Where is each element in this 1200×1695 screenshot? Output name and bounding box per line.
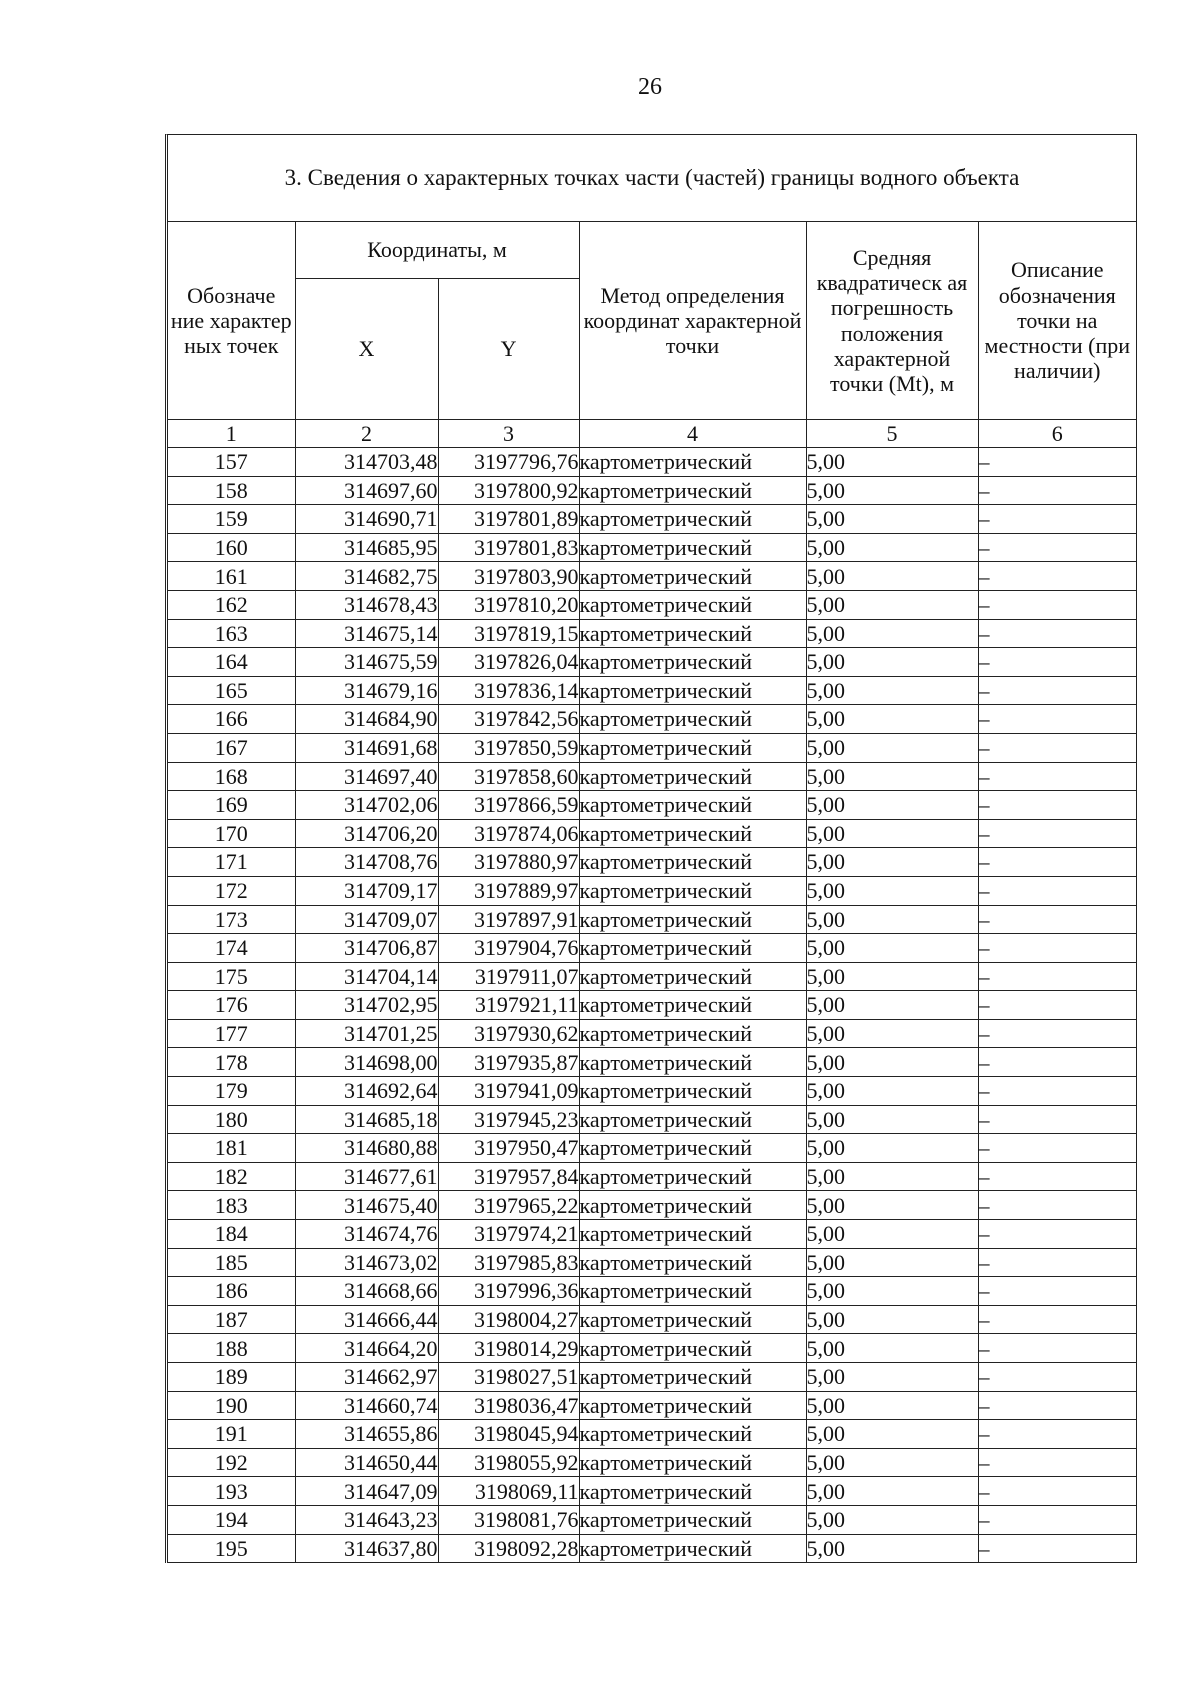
table-body <box>168 448 1136 1563</box>
header-x: X <box>295 279 438 420</box>
description-cell: – <box>978 619 1136 648</box>
error-cell: 5,00 <box>806 1363 978 1392</box>
method-cell: картометрический <box>579 448 806 477</box>
point-number-cell: 182 <box>168 1162 295 1191</box>
y-coordinate-cell: 3197842,56 <box>438 705 579 734</box>
header-method: Метод определения координат характерной точки <box>579 222 806 420</box>
description-cell: – <box>978 1477 1136 1506</box>
description-cell: – <box>978 1048 1136 1077</box>
x-coordinate-cell: 314674,76 <box>295 1220 438 1249</box>
x-coordinate-cell: 314702,06 <box>295 791 438 820</box>
table-row <box>168 1134 1136 1163</box>
point-number-cell: 165 <box>168 676 295 705</box>
error-cell: 5,00 <box>806 1391 978 1420</box>
y-coordinate-cell: 3198004,27 <box>438 1305 579 1334</box>
method-cell: картометрический <box>579 1391 806 1420</box>
point-number-cell: 192 <box>168 1448 295 1477</box>
y-coordinate-cell: 3198092,28 <box>438 1534 579 1563</box>
description-cell: – <box>978 762 1136 791</box>
description-cell: – <box>978 1191 1136 1220</box>
x-coordinate-cell: 314709,07 <box>295 905 438 934</box>
y-coordinate-cell: 3197974,21 <box>438 1220 579 1249</box>
error-cell: 5,00 <box>806 1505 978 1534</box>
y-coordinate-cell: 3197889,97 <box>438 876 579 905</box>
description-cell: – <box>978 1134 1136 1163</box>
error-cell: 5,00 <box>806 848 978 877</box>
error-cell: 5,00 <box>806 533 978 562</box>
point-number-cell: 180 <box>168 1105 295 1134</box>
x-coordinate-cell: 314643,23 <box>295 1505 438 1534</box>
description-cell: – <box>978 1162 1136 1191</box>
table-row <box>168 619 1136 648</box>
y-coordinate-cell: 3197819,15 <box>438 619 579 648</box>
table-row <box>168 934 1136 963</box>
table-row <box>168 476 1136 505</box>
method-cell: картометрический <box>579 1334 806 1363</box>
method-cell: картометрический <box>579 1019 806 1048</box>
y-coordinate-cell: 3197904,76 <box>438 934 579 963</box>
column-number: 3 <box>438 420 579 448</box>
method-cell: картометрический <box>579 1363 806 1392</box>
table-row <box>168 876 1136 905</box>
point-number-cell: 183 <box>168 1191 295 1220</box>
x-coordinate-cell: 314662,97 <box>295 1363 438 1392</box>
table-row <box>168 505 1136 534</box>
method-cell: картометрический <box>579 590 806 619</box>
point-number-cell: 181 <box>168 1134 295 1163</box>
description-cell: – <box>978 1363 1136 1392</box>
x-coordinate-cell: 314709,17 <box>295 876 438 905</box>
error-cell: 5,00 <box>806 1420 978 1449</box>
error-cell: 5,00 <box>806 762 978 791</box>
x-coordinate-cell: 314650,44 <box>295 1448 438 1477</box>
x-coordinate-cell: 314675,59 <box>295 648 438 677</box>
error-cell: 5,00 <box>806 934 978 963</box>
table-row <box>168 676 1136 705</box>
method-cell: картометрический <box>579 991 806 1020</box>
point-number-cell: 164 <box>168 648 295 677</box>
error-cell: 5,00 <box>806 505 978 534</box>
points-table <box>168 222 1136 1563</box>
method-cell: картометрический <box>579 476 806 505</box>
method-cell: картометрический <box>579 1534 806 1563</box>
point-number-cell: 158 <box>168 476 295 505</box>
y-coordinate-cell: 3198069,11 <box>438 1477 579 1506</box>
method-cell: картометрический <box>579 1248 806 1277</box>
y-coordinate-cell: 3197985,83 <box>438 1248 579 1277</box>
y-coordinate-cell: 3197996,36 <box>438 1277 579 1306</box>
description-cell: – <box>978 1391 1136 1420</box>
x-coordinate-cell: 314673,02 <box>295 1248 438 1277</box>
table-row <box>168 991 1136 1020</box>
error-cell: 5,00 <box>806 819 978 848</box>
method-cell: картометрический <box>579 1505 806 1534</box>
method-cell: картометрический <box>579 848 806 877</box>
point-number-cell: 173 <box>168 905 295 934</box>
point-number-cell: 161 <box>168 562 295 591</box>
x-coordinate-cell: 314703,48 <box>295 448 438 477</box>
description-cell: – <box>978 676 1136 705</box>
error-cell: 5,00 <box>806 1077 978 1106</box>
method-cell: картометрический <box>579 1448 806 1477</box>
y-coordinate-cell: 3197941,09 <box>438 1077 579 1106</box>
error-cell: 5,00 <box>806 905 978 934</box>
error-cell: 5,00 <box>806 476 978 505</box>
column-number: 4 <box>579 420 806 448</box>
table-row <box>168 1077 1136 1106</box>
y-coordinate-cell: 3197921,11 <box>438 991 579 1020</box>
method-cell: картометрический <box>579 733 806 762</box>
description-cell: – <box>978 876 1136 905</box>
point-number-cell: 168 <box>168 762 295 791</box>
description-cell: – <box>978 1248 1136 1277</box>
error-cell: 5,00 <box>806 1248 978 1277</box>
description-cell: – <box>978 1305 1136 1334</box>
x-coordinate-cell: 314708,76 <box>295 848 438 877</box>
y-coordinate-cell: 3197836,14 <box>438 676 579 705</box>
point-number-cell: 175 <box>168 962 295 991</box>
x-coordinate-cell: 314701,25 <box>295 1019 438 1048</box>
y-coordinate-cell: 3198045,94 <box>438 1420 579 1449</box>
x-coordinate-cell: 314637,80 <box>295 1534 438 1563</box>
point-number-cell: 166 <box>168 705 295 734</box>
error-cell: 5,00 <box>806 1334 978 1363</box>
x-coordinate-cell: 314706,87 <box>295 934 438 963</box>
method-cell: картометрический <box>579 876 806 905</box>
description-cell: – <box>978 505 1136 534</box>
description-cell: – <box>978 819 1136 848</box>
description-cell: – <box>978 791 1136 820</box>
x-coordinate-cell: 314678,43 <box>295 590 438 619</box>
column-number: 1 <box>168 420 295 448</box>
description-cell: – <box>978 476 1136 505</box>
method-cell: картометрический <box>579 962 806 991</box>
point-number-cell: 162 <box>168 590 295 619</box>
table-row <box>168 1334 1136 1363</box>
x-coordinate-cell: 314684,90 <box>295 705 438 734</box>
method-cell: картометрический <box>579 819 806 848</box>
point-number-cell: 193 <box>168 1477 295 1506</box>
column-number: 6 <box>978 420 1136 448</box>
table-row <box>168 1534 1136 1563</box>
x-coordinate-cell: 314682,75 <box>295 562 438 591</box>
error-cell: 5,00 <box>806 590 978 619</box>
x-coordinate-cell: 314702,95 <box>295 991 438 1020</box>
y-coordinate-cell: 3197897,91 <box>438 905 579 934</box>
table-row <box>168 1248 1136 1277</box>
method-cell: картометрический <box>579 705 806 734</box>
y-coordinate-cell: 3197801,83 <box>438 533 579 562</box>
error-cell: 5,00 <box>806 1305 978 1334</box>
point-number-cell: 179 <box>168 1077 295 1106</box>
table-row <box>168 562 1136 591</box>
error-cell: 5,00 <box>806 1277 978 1306</box>
y-coordinate-cell: 3197935,87 <box>438 1048 579 1077</box>
error-cell: 5,00 <box>806 733 978 762</box>
point-number-cell: 178 <box>168 1048 295 1077</box>
table-row <box>168 590 1136 619</box>
point-number-cell: 170 <box>168 819 295 848</box>
header-description: Описание обозначения точки на местности (при наличии) <box>978 222 1136 420</box>
point-number-cell: 194 <box>168 1505 295 1534</box>
table-row <box>168 791 1136 820</box>
table-row <box>168 1048 1136 1077</box>
method-cell: картометрический <box>579 1191 806 1220</box>
table-row <box>168 819 1136 848</box>
method-cell: картометрический <box>579 1134 806 1163</box>
x-coordinate-cell: 314704,14 <box>295 962 438 991</box>
x-coordinate-cell: 314685,95 <box>295 533 438 562</box>
table-header <box>168 222 1136 448</box>
description-cell: – <box>978 1334 1136 1363</box>
method-cell: картометрический <box>579 505 806 534</box>
table-row <box>168 1505 1136 1534</box>
x-coordinate-cell: 314706,20 <box>295 819 438 848</box>
y-coordinate-cell: 3197945,23 <box>438 1105 579 1134</box>
method-cell: картометрический <box>579 1420 806 1449</box>
table-row <box>168 448 1136 477</box>
point-number-cell: 176 <box>168 991 295 1020</box>
error-cell: 5,00 <box>806 876 978 905</box>
y-coordinate-cell: 3197858,60 <box>438 762 579 791</box>
error-cell: 5,00 <box>806 448 978 477</box>
table-row <box>168 733 1136 762</box>
description-cell: – <box>978 590 1136 619</box>
point-number-cell: 189 <box>168 1363 295 1392</box>
method-cell: картометрический <box>579 1105 806 1134</box>
error-cell: 5,00 <box>806 1220 978 1249</box>
point-number-cell: 157 <box>168 448 295 477</box>
description-cell: – <box>978 1448 1136 1477</box>
x-coordinate-cell: 314692,64 <box>295 1077 438 1106</box>
point-number-cell: 160 <box>168 533 295 562</box>
point-number-cell: 171 <box>168 848 295 877</box>
error-cell: 5,00 <box>806 648 978 677</box>
y-coordinate-cell: 3197880,97 <box>438 848 579 877</box>
y-coordinate-cell: 3197801,89 <box>438 505 579 534</box>
method-cell: картометрический <box>579 791 806 820</box>
x-coordinate-cell: 314666,44 <box>295 1305 438 1334</box>
point-number-cell: 172 <box>168 876 295 905</box>
error-cell: 5,00 <box>806 1191 978 1220</box>
table-row <box>168 533 1136 562</box>
table-row <box>168 1420 1136 1449</box>
table-row <box>168 1220 1136 1249</box>
description-cell: – <box>978 1220 1136 1249</box>
x-coordinate-cell: 314664,20 <box>295 1334 438 1363</box>
point-number-cell: 163 <box>168 619 295 648</box>
y-coordinate-cell: 3198036,47 <box>438 1391 579 1420</box>
column-numbers-row <box>168 420 1136 448</box>
error-cell: 5,00 <box>806 1162 978 1191</box>
table-row <box>168 1162 1136 1191</box>
column-number: 2 <box>295 420 438 448</box>
column-number: 5 <box>806 420 978 448</box>
x-coordinate-cell: 314680,88 <box>295 1134 438 1163</box>
method-cell: картометрический <box>579 762 806 791</box>
method-cell: картометрический <box>579 905 806 934</box>
method-cell: картометрический <box>579 934 806 963</box>
y-coordinate-cell: 3198081,76 <box>438 1505 579 1534</box>
y-coordinate-cell: 3197850,59 <box>438 733 579 762</box>
description-cell: – <box>978 962 1136 991</box>
description-cell: – <box>978 1077 1136 1106</box>
table-row <box>168 1448 1136 1477</box>
error-cell: 5,00 <box>806 562 978 591</box>
error-cell: 5,00 <box>806 705 978 734</box>
x-coordinate-cell: 314677,61 <box>295 1162 438 1191</box>
y-coordinate-cell: 3197874,06 <box>438 819 579 848</box>
error-cell: 5,00 <box>806 962 978 991</box>
x-coordinate-cell: 314679,16 <box>295 676 438 705</box>
page-number: 26 <box>638 74 662 100</box>
table-row <box>168 1363 1136 1392</box>
description-cell: – <box>978 934 1136 963</box>
y-coordinate-cell: 3198014,29 <box>438 1334 579 1363</box>
error-cell: 5,00 <box>806 1048 978 1077</box>
header-coords: Координаты, м <box>295 222 579 279</box>
point-number-cell: 184 <box>168 1220 295 1249</box>
point-number-cell: 185 <box>168 1248 295 1277</box>
table-row <box>168 848 1136 877</box>
method-cell: картометрический <box>579 1048 806 1077</box>
table-row <box>168 1391 1136 1420</box>
x-coordinate-cell: 314691,68 <box>295 733 438 762</box>
point-number-cell: 190 <box>168 1391 295 1420</box>
error-cell: 5,00 <box>806 1448 978 1477</box>
y-coordinate-cell: 3197930,62 <box>438 1019 579 1048</box>
y-coordinate-cell: 3197800,92 <box>438 476 579 505</box>
x-coordinate-cell: 314655,86 <box>295 1420 438 1449</box>
point-number-cell: 167 <box>168 733 295 762</box>
description-cell: – <box>978 1019 1136 1048</box>
y-coordinate-cell: 3197957,84 <box>438 1162 579 1191</box>
method-cell: картометрический <box>579 533 806 562</box>
table-row <box>168 762 1136 791</box>
x-coordinate-cell: 314697,60 <box>295 476 438 505</box>
table-row <box>168 1191 1136 1220</box>
table-row <box>168 1277 1136 1306</box>
method-cell: картометрический <box>579 1477 806 1506</box>
table-row <box>168 1477 1136 1506</box>
y-coordinate-cell: 3197911,07 <box>438 962 579 991</box>
y-coordinate-cell: 3197965,22 <box>438 1191 579 1220</box>
x-coordinate-cell: 314660,74 <box>295 1391 438 1420</box>
point-number-cell: 159 <box>168 505 295 534</box>
method-cell: картометрический <box>579 1305 806 1334</box>
description-cell: – <box>978 1105 1136 1134</box>
y-coordinate-cell: 3197796,76 <box>438 448 579 477</box>
point-number-cell: 188 <box>168 1334 295 1363</box>
y-coordinate-cell: 3197950,47 <box>438 1134 579 1163</box>
header-point: Обозначе ние характер ных точек <box>168 222 295 420</box>
description-cell: – <box>978 905 1136 934</box>
method-cell: картометрический <box>579 648 806 677</box>
description-cell: – <box>978 562 1136 591</box>
description-cell: – <box>978 705 1136 734</box>
x-coordinate-cell: 314697,40 <box>295 762 438 791</box>
method-cell: картометрический <box>579 1077 806 1106</box>
point-number-cell: 191 <box>168 1420 295 1449</box>
method-cell: картометрический <box>579 1220 806 1249</box>
y-coordinate-cell: 3197866,59 <box>438 791 579 820</box>
method-cell: картометрический <box>579 676 806 705</box>
description-cell: – <box>978 733 1136 762</box>
section-title: 3. Сведения о характерных точках части (частей) границы водного объекта <box>168 135 1136 222</box>
error-cell: 5,00 <box>806 1019 978 1048</box>
table-row <box>168 962 1136 991</box>
table-row <box>168 705 1136 734</box>
x-coordinate-cell: 314698,00 <box>295 1048 438 1077</box>
error-cell: 5,00 <box>806 791 978 820</box>
description-cell: – <box>978 648 1136 677</box>
method-cell: картометрический <box>579 1277 806 1306</box>
description-cell: – <box>978 848 1136 877</box>
description-cell: – <box>978 1534 1136 1563</box>
error-cell: 5,00 <box>806 1477 978 1506</box>
header-error: Средняя квадратическ ая погрешность положения характерной точки (Mt), м <box>806 222 978 420</box>
y-coordinate-cell: 3197810,20 <box>438 590 579 619</box>
table-row <box>168 1105 1136 1134</box>
point-number-cell: 195 <box>168 1534 295 1563</box>
point-number-cell: 177 <box>168 1019 295 1048</box>
description-cell: – <box>978 1505 1136 1534</box>
x-coordinate-cell: 314685,18 <box>295 1105 438 1134</box>
point-number-cell: 187 <box>168 1305 295 1334</box>
description-cell: – <box>978 533 1136 562</box>
y-coordinate-cell: 3198055,92 <box>438 1448 579 1477</box>
y-coordinate-cell: 3197826,04 <box>438 648 579 677</box>
error-cell: 5,00 <box>806 619 978 648</box>
point-number-cell: 169 <box>168 791 295 820</box>
error-cell: 5,00 <box>806 1134 978 1163</box>
y-coordinate-cell: 3197803,90 <box>438 562 579 591</box>
description-cell: – <box>978 1420 1136 1449</box>
method-cell: картометрический <box>579 562 806 591</box>
x-coordinate-cell: 314675,14 <box>295 619 438 648</box>
method-cell: картометрический <box>579 1162 806 1191</box>
point-number-cell: 174 <box>168 934 295 963</box>
description-cell: – <box>978 1277 1136 1306</box>
point-number-cell: 186 <box>168 1277 295 1306</box>
description-cell: – <box>978 991 1136 1020</box>
error-cell: 5,00 <box>806 1534 978 1563</box>
x-coordinate-cell: 314647,09 <box>295 1477 438 1506</box>
header-y: Y <box>438 279 579 420</box>
x-coordinate-cell: 314675,40 <box>295 1191 438 1220</box>
table-row <box>168 648 1136 677</box>
table-row <box>168 1019 1136 1048</box>
table-row <box>168 1305 1136 1334</box>
table-row <box>168 905 1136 934</box>
error-cell: 5,00 <box>806 676 978 705</box>
description-cell: – <box>978 448 1136 477</box>
method-cell: картометрический <box>579 619 806 648</box>
x-coordinate-cell: 314668,66 <box>295 1277 438 1306</box>
error-cell: 5,00 <box>806 991 978 1020</box>
x-coordinate-cell: 314690,71 <box>295 505 438 534</box>
document-frame <box>165 134 1137 1563</box>
error-cell: 5,00 <box>806 1105 978 1134</box>
y-coordinate-cell: 3198027,51 <box>438 1363 579 1392</box>
